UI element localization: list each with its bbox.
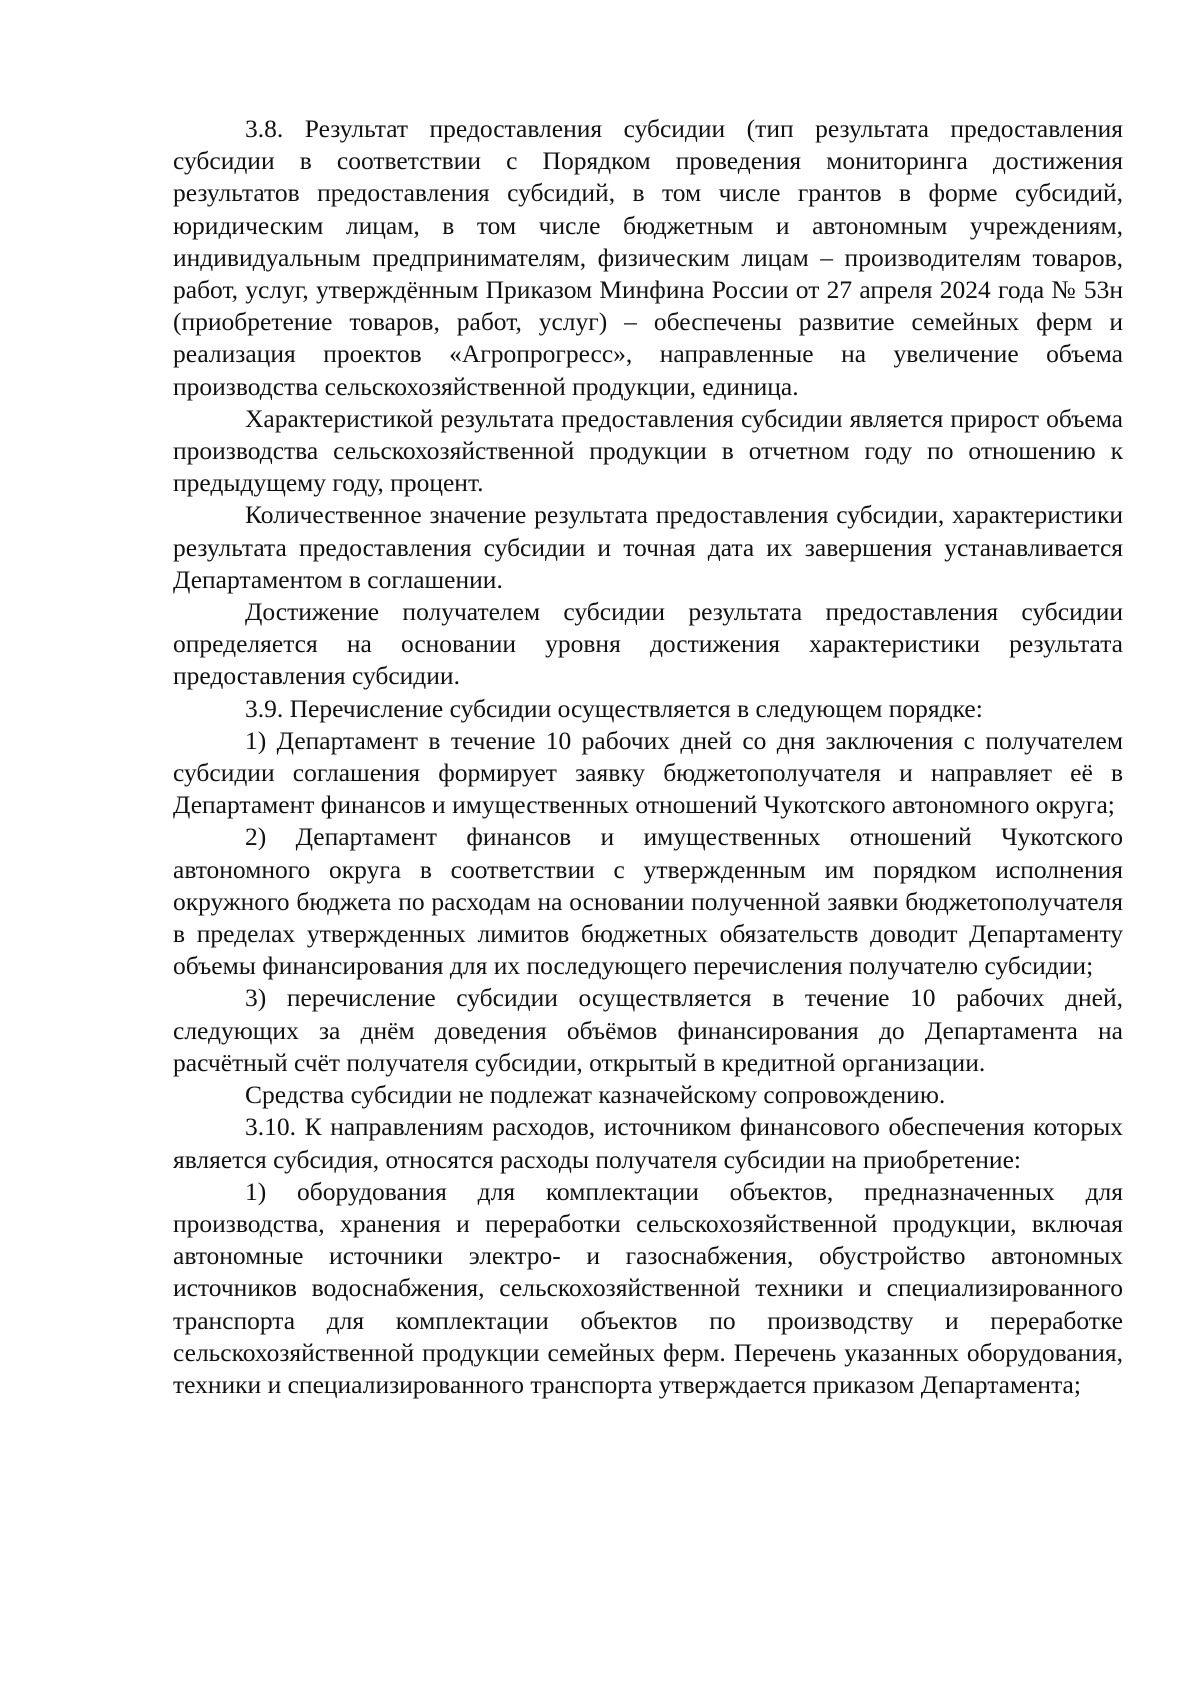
paragraph-result-characteristic: Характеристикой результата предоставления субсидии является прирост объема производства сельскохозяйственной продукции в отчетном году по отношению к предыдущему году, процент.: [173, 403, 1123, 498]
paragraph-expense-item-1: 1) оборудования для комплектации объектов, предназначенных для производства, хранения и переработки сельскохозяйственной продукции, включая автономные источники электро- и газоснабжения, обустройство автономных источников водоснабжения, сельскохозяйственной техники и специализированного транспорта для комплектации объектов по производству и переработке сельскохозяйственной продукции семейных ферм. Перечень указанных оборудования, техники и специализированного транспорта утверждается приказом Департамента;: [173, 1176, 1123, 1399]
document-page: [173, 113, 1123, 1401]
paragraph-achievement: Достижение получателем субсидии результата предоставления субсидии определяется на основании уровня достижения характеристики результата предоставления субсидии.: [173, 597, 1123, 691]
paragraph-transfer-step-2: 2) Департамент финансов и имущественных отношений Чукотского автономного округа в соответствии с утвержденным им порядком исполнения окружного бюджета по расходам на основании полученной заявки бюджетополучателя в пределах утвержденных лимитов бюджетных обязательств доводит Департаменту объемы финансирования для их последующего перечисления получателю субсидии;: [173, 822, 1123, 981]
paragraph-quantitative-value: Количественное значение результата предоставления субсидии, характеристики результата предоставления субсидии и точная дата их завершения устанавливается Департаментом в соглашении.: [173, 500, 1123, 594]
paragraph-3-10-expense-directions: 3.10. К направлениям расходов, источником финансового обеспечения которых является субсидия, относятся расходы получателя субсидии на приобретение:: [173, 1112, 1123, 1174]
paragraph-transfer-step-3: 3) перечисление субсидии осуществляется в течение 10 рабочих дней, следующих за днём доведения объёмов финансирования до Департамента на расчётный счёт получателя субсидии, открытый в кредитной организации.: [173, 983, 1123, 1077]
paragraph-transfer-step-1: 1) Департамент в течение 10 рабочих дней со дня заключения с получателем субсидии соглашения формирует заявку бюджетополучателя и направляет её в Департамент финансов и имущественных отношений Чукотского автономного округа;: [173, 725, 1123, 820]
paragraph-3-9-transfer-order: 3.9. Перечисление субсидии осуществляется в следующем порядке:: [245, 693, 983, 723]
paragraph-treasury-support: Средства субсидии не подлежат казначейскому сопровождению.: [245, 1080, 946, 1110]
paragraph-3-8-result: 3.8. Результат предоставления субсидии (тип результата предоставления субсидии в соответствии с Порядком проведения мониторинга достижения результатов предоставления субсидий, в том числе грантов в форме субсидий, юридическим лицам, в том числе бюджетным и автономным учреждениям, индивидуальным предпринимателям, физическим лицам – производителям товаров, работ, услуг, утверждённым Приказом Минфина России от 27 апреля 2024 года № 53н (приобретение товаров, работ, услуг) – обеспечены развитие семейных ферм и реализация проектов «Агропрогресс», направленные на увеличение объема производства сельскохозяйственной продукции, единица.: [173, 114, 1123, 401]
